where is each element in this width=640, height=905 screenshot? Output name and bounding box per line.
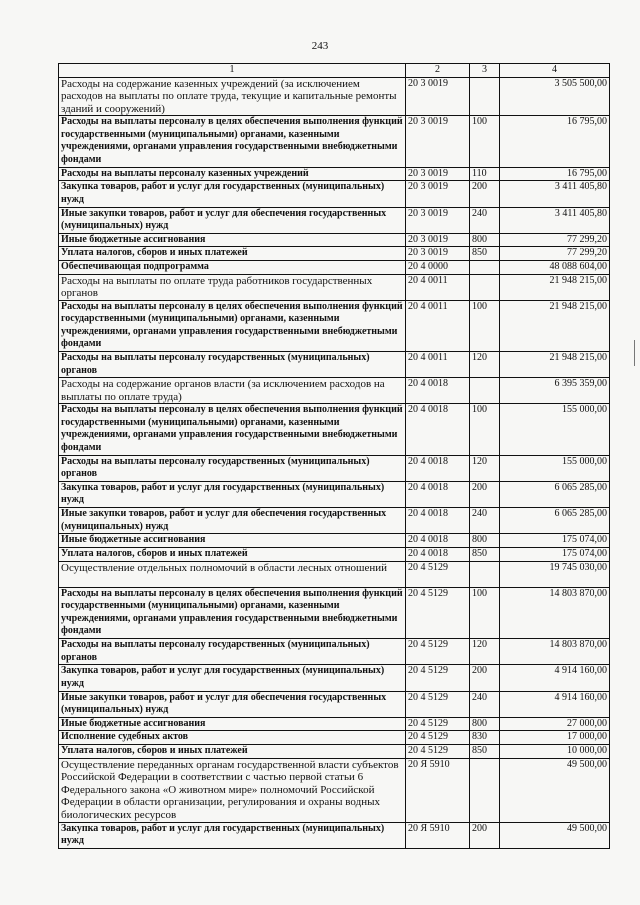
row-description: Уплата налогов, сборов и иных платежей bbox=[59, 548, 406, 562]
row-expense-type: 850 bbox=[470, 744, 500, 758]
row-amount: 155 000,00 bbox=[500, 455, 610, 481]
table-row bbox=[59, 247, 610, 261]
table-row bbox=[59, 534, 610, 548]
row-description: Уплата налогов, сборов и иных платежей bbox=[59, 247, 406, 261]
row-target-code: 20 4 0011 bbox=[406, 274, 470, 300]
row-amount: 3 411 405,80 bbox=[500, 207, 610, 233]
scan-artifact-line bbox=[634, 340, 635, 366]
table-row bbox=[59, 744, 610, 758]
row-description: Расходы на выплаты персоналу государственных (муниципальных) органов bbox=[59, 455, 406, 481]
row-target-code: 20 3 0019 bbox=[406, 207, 470, 233]
table-row bbox=[59, 207, 610, 233]
table-row bbox=[59, 300, 610, 351]
row-amount: 6 065 285,00 bbox=[500, 508, 610, 534]
table-row bbox=[59, 822, 610, 848]
row-expense-type: 100 bbox=[470, 116, 500, 167]
row-amount: 16 795,00 bbox=[500, 167, 610, 181]
row-description: Иные закупки товаров, работ и услуг для обеспечения государственных (муниципальных) нужд bbox=[59, 508, 406, 534]
table-row bbox=[59, 233, 610, 247]
row-expense-type bbox=[470, 378, 500, 404]
row-amount: 3 411 405,80 bbox=[500, 181, 610, 207]
row-description: Расходы на выплаты персоналу государственных (муниципальных) органов bbox=[59, 639, 406, 665]
table-row bbox=[59, 77, 610, 116]
row-description: Иные закупки товаров, работ и услуг для обеспечения государственных (муниципальных) нужд bbox=[59, 207, 406, 233]
table-row bbox=[59, 508, 610, 534]
row-expense-type: 200 bbox=[470, 181, 500, 207]
row-target-code: 20 4 5129 bbox=[406, 561, 470, 587]
row-description: Расходы на выплаты персоналу казенных учреждений bbox=[59, 167, 406, 181]
table-row bbox=[59, 352, 610, 378]
row-amount: 14 803 870,00 bbox=[500, 639, 610, 665]
row-description: Закупка товаров, работ и услуг для государственных (муниципальных) нужд bbox=[59, 482, 406, 508]
row-expense-type: 850 bbox=[470, 548, 500, 562]
row-target-code: 20 4 5129 bbox=[406, 717, 470, 731]
row-amount: 48 088 604,00 bbox=[500, 260, 610, 274]
row-expense-type: 120 bbox=[470, 352, 500, 378]
row-target-code: 20 3 0019 bbox=[406, 77, 470, 116]
row-description: Расходы на выплаты персоналу в целях обеспечения выполнения функций государственными (муниципальными) органами, казенными учреждениями, органами управления государственными внебюджетными фондами bbox=[59, 404, 406, 455]
row-expense-type: 100 bbox=[470, 300, 500, 351]
row-expense-type bbox=[470, 274, 500, 300]
row-target-code: 20 4 5129 bbox=[406, 665, 470, 691]
row-target-code: 20 4 0011 bbox=[406, 352, 470, 378]
row-amount: 77 299,20 bbox=[500, 247, 610, 261]
row-amount: 4 914 160,00 bbox=[500, 665, 610, 691]
row-target-code: 20 4 0018 bbox=[406, 534, 470, 548]
row-description: Иные закупки товаров, работ и услуг для обеспечения государственных (муниципальных) нужд bbox=[59, 691, 406, 717]
row-expense-type: 100 bbox=[470, 587, 500, 638]
row-target-code: 20 3 0019 bbox=[406, 167, 470, 181]
row-expense-type: 800 bbox=[470, 233, 500, 247]
row-amount: 16 795,00 bbox=[500, 116, 610, 167]
row-expense-type: 800 bbox=[470, 717, 500, 731]
row-expense-type: 830 bbox=[470, 731, 500, 745]
row-amount: 19 745 030,00 bbox=[500, 561, 610, 587]
row-description: Уплата налогов, сборов и иных платежей bbox=[59, 744, 406, 758]
row-amount: 3 505 500,00 bbox=[500, 77, 610, 116]
table-row bbox=[59, 548, 610, 562]
row-amount: 21 948 215,00 bbox=[500, 352, 610, 378]
table-row bbox=[59, 404, 610, 455]
row-expense-type: 200 bbox=[470, 822, 500, 848]
table-row bbox=[59, 639, 610, 665]
row-amount: 21 948 215,00 bbox=[500, 274, 610, 300]
row-target-code: 20 4 5129 bbox=[406, 691, 470, 717]
row-target-code: 20 4 5129 bbox=[406, 731, 470, 745]
row-description: Закупка товаров, работ и услуг для государственных (муниципальных) нужд bbox=[59, 822, 406, 848]
row-description: Закупка товаров, работ и услуг для государственных (муниципальных) нужд bbox=[59, 665, 406, 691]
table-row bbox=[59, 691, 610, 717]
row-target-code: 20 4 0018 bbox=[406, 404, 470, 455]
row-description: Осуществление отдельных полномочий в области лесных отношений bbox=[59, 561, 406, 587]
header-col-3: 3 bbox=[470, 64, 500, 78]
row-amount: 6 395 359,00 bbox=[500, 378, 610, 404]
row-target-code: 20 Я 5910 bbox=[406, 822, 470, 848]
header-col-2: 2 bbox=[406, 64, 470, 78]
row-expense-type: 110 bbox=[470, 167, 500, 181]
row-target-code: 20 4 5129 bbox=[406, 587, 470, 638]
table-row bbox=[59, 455, 610, 481]
row-expense-type bbox=[470, 77, 500, 116]
row-target-code: 20 3 0019 bbox=[406, 181, 470, 207]
row-target-code: 20 3 0019 bbox=[406, 116, 470, 167]
table-row bbox=[59, 260, 610, 274]
row-description: Иные бюджетные ассигнования bbox=[59, 534, 406, 548]
row-description: Расходы на выплаты персоналу в целях обеспечения выполнения функций государственными (муниципальными) органами, казенными учреждениями, органами управления государственными внебюджетными фондами bbox=[59, 300, 406, 351]
row-target-code: 20 3 0019 bbox=[406, 233, 470, 247]
row-target-code: 20 4 0018 bbox=[406, 455, 470, 481]
row-amount: 6 065 285,00 bbox=[500, 482, 610, 508]
table-row bbox=[59, 181, 610, 207]
row-amount: 175 074,00 bbox=[500, 534, 610, 548]
row-target-code: 20 4 0018 bbox=[406, 482, 470, 508]
row-expense-type: 240 bbox=[470, 207, 500, 233]
row-expense-type bbox=[470, 260, 500, 274]
row-expense-type: 120 bbox=[470, 455, 500, 481]
row-target-code: 20 4 0018 bbox=[406, 378, 470, 404]
table-row bbox=[59, 116, 610, 167]
row-amount: 21 948 215,00 bbox=[500, 300, 610, 351]
page-number: 243 bbox=[311, 40, 329, 52]
row-description: Закупка товаров, работ и услуг для государственных (муниципальных) нужд bbox=[59, 181, 406, 207]
row-description: Расходы на выплаты персоналу в целях обеспечения выполнения функций государственными (муниципальными) органами, казенными учреждениями, органами управления государственными внебюджетными фондами bbox=[59, 587, 406, 638]
header-col-4: 4 bbox=[500, 64, 610, 78]
table-row bbox=[59, 167, 610, 181]
table-row bbox=[59, 587, 610, 638]
row-amount: 49 500,00 bbox=[500, 822, 610, 848]
row-amount: 4 914 160,00 bbox=[500, 691, 610, 717]
row-description: Расходы на выплаты персоналу в целях обеспечения выполнения функций государственными (муниципальными) органами, казенными учреждениями, органами управления государственными внебюджетными фондами bbox=[59, 116, 406, 167]
header-row bbox=[59, 64, 610, 78]
table-row bbox=[59, 717, 610, 731]
row-amount: 10 000,00 bbox=[500, 744, 610, 758]
row-expense-type bbox=[470, 561, 500, 587]
row-expense-type: 100 bbox=[470, 404, 500, 455]
row-description: Расходы на выплаты по оплате труда работников государственных органов bbox=[59, 274, 406, 300]
table-row bbox=[59, 665, 610, 691]
table-row bbox=[59, 378, 610, 404]
row-description: Расходы на содержание казенных учреждений (за исключением расходов на выплаты по оплате труда, текущие и капитальные ремонты зданий и сооружений) bbox=[59, 77, 406, 116]
row-expense-type: 240 bbox=[470, 508, 500, 534]
row-expense-type bbox=[470, 758, 500, 822]
header-col-1: 1 bbox=[59, 64, 406, 78]
row-amount: 14 803 870,00 bbox=[500, 587, 610, 638]
row-target-code: 20 4 5129 bbox=[406, 744, 470, 758]
row-amount: 49 500,00 bbox=[500, 758, 610, 822]
budget-table bbox=[58, 63, 610, 849]
row-amount: 155 000,00 bbox=[500, 404, 610, 455]
row-target-code: 20 3 0019 bbox=[406, 247, 470, 261]
row-target-code: 20 Я 5910 bbox=[406, 758, 470, 822]
row-amount: 27 000,00 bbox=[500, 717, 610, 731]
row-amount: 175 074,00 bbox=[500, 548, 610, 562]
row-expense-type: 200 bbox=[470, 665, 500, 691]
row-target-code: 20 4 0011 bbox=[406, 300, 470, 351]
table-row bbox=[59, 274, 610, 300]
row-target-code: 20 4 0018 bbox=[406, 548, 470, 562]
row-description: Обеспечивающая подпрограмма bbox=[59, 260, 406, 274]
row-amount: 77 299,20 bbox=[500, 233, 610, 247]
row-expense-type: 800 bbox=[470, 534, 500, 548]
row-expense-type: 850 bbox=[470, 247, 500, 261]
row-target-code: 20 4 5129 bbox=[406, 639, 470, 665]
row-description: Иные бюджетные ассигнования bbox=[59, 717, 406, 731]
row-description: Исполнение судебных актов bbox=[59, 731, 406, 745]
table-row bbox=[59, 482, 610, 508]
row-expense-type: 120 bbox=[470, 639, 500, 665]
row-target-code: 20 4 0000 bbox=[406, 260, 470, 274]
row-expense-type: 200 bbox=[470, 482, 500, 508]
row-description: Осуществление переданных органам государственной власти субъектов Российской Федерации в соответствии с частью первой статьи 6 Федерального закона «О животном мире» полномочий Российской Федерации в области организации, регулирования и охраны водных биологических ресурсов bbox=[59, 758, 406, 822]
row-description: Расходы на выплаты персоналу государственных (муниципальных) органов bbox=[59, 352, 406, 378]
row-amount: 17 000,00 bbox=[500, 731, 610, 745]
row-target-code: 20 4 0018 bbox=[406, 508, 470, 534]
table-row bbox=[59, 758, 610, 822]
table-row bbox=[59, 731, 610, 745]
row-description: Расходы на содержание органов власти (за исключением расходов на выплаты по оплате труда) bbox=[59, 378, 406, 404]
row-expense-type: 240 bbox=[470, 691, 500, 717]
row-description: Иные бюджетные ассигнования bbox=[59, 233, 406, 247]
table-row bbox=[59, 561, 610, 587]
